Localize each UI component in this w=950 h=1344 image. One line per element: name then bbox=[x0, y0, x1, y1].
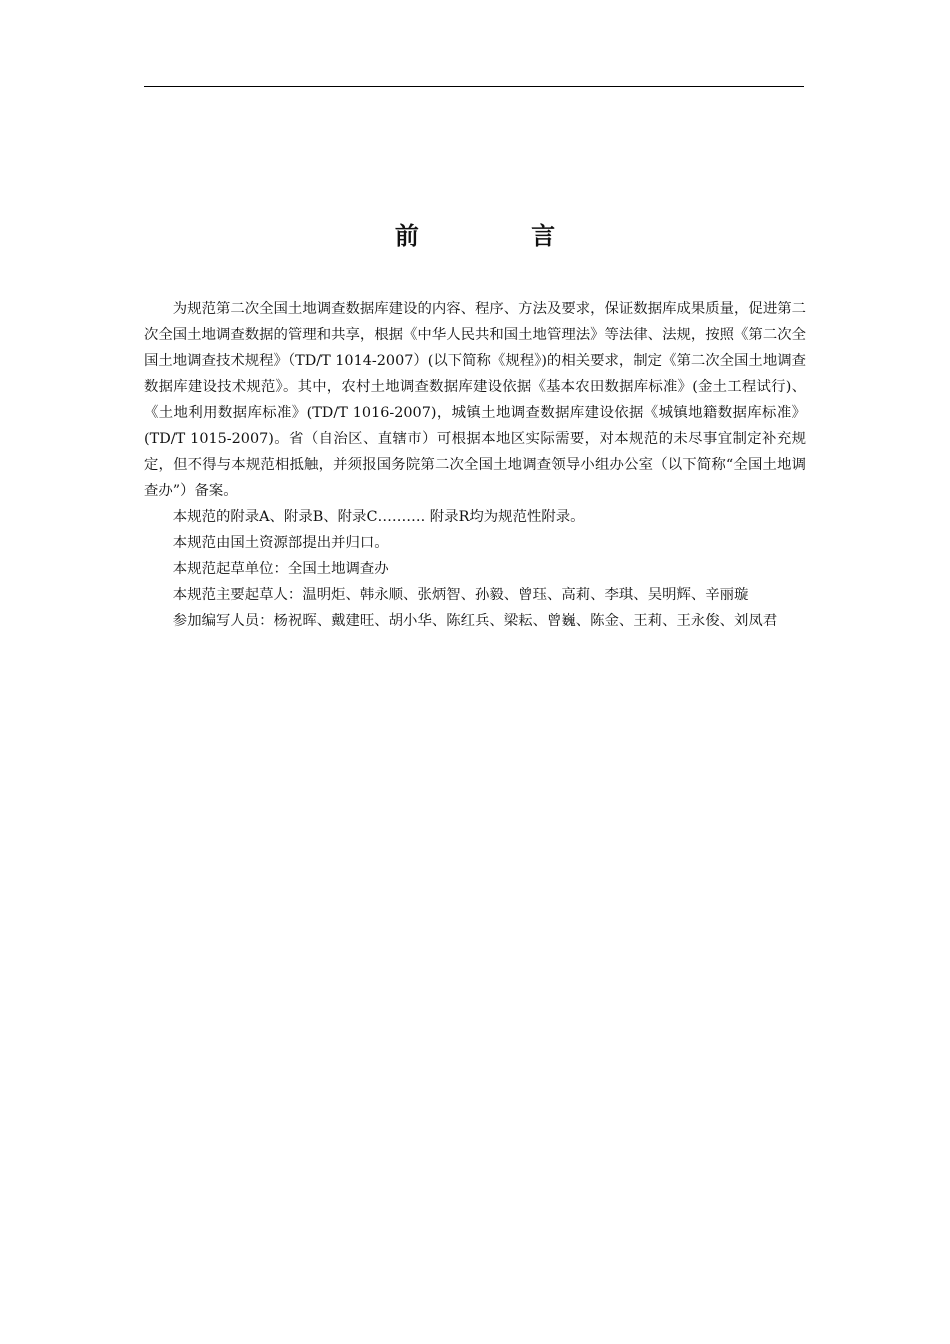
paragraph-contributors: 参加编写人员：杨祝晖、戴建旺、胡小华、陈红兵、梁耘、曾巍、陈金、王莉、王永俊、刘凤君 bbox=[172, 613, 778, 629]
body-text bbox=[144, 296, 806, 634]
paragraph-drafting-unit: 本规范起草单位：全国土地调查办 bbox=[172, 561, 389, 577]
page-title: 前 言 bbox=[394, 222, 608, 250]
paragraph-intro: 为规范第二次全国土地调查数据库建设的内容、程序、方法及要求，保证数据库成果质量，促进第二次全国土地调查数据的管理和共享，根据《中华人民共和国土地管理法》等法律、法规，按照《第二次全国土地调查技术规程》（TD/T 1014-2007）(以下简称《规程》)的相关要求，制定《第二次全国土地调查数据库建设技术规范》。其中，农村土地调查数据库建设依据《基本农田数据库标准》(金土工程试行)、《土地利用数据库标准》(TD/T 1016-2007)，城镇土地调查数据库建设依据《城镇地籍数据库标准》(TD/T 1015-2007)。省（自治区、直辖市）可根据本地区实际需要，对本规范的未尽事宜制定补充规定，但不得与本规范相抵触，并须报国务院第二次全国土地调查领导小组办公室（以下简称“全国土地调查办”）备案。 bbox=[144, 301, 806, 499]
paragraph-main-drafters: 本规范主要起草人：温明炬、韩永顺、张炳智、孙毅、曾珏、高莉、李琪、吴明辉、辛丽璇 bbox=[172, 587, 749, 603]
paragraph-appendix: 本规范的附录A、附录B、附录C………. 附录R均为规范性附录。 bbox=[172, 509, 585, 525]
paragraph-authority: 本规范由国土资源部提出并归口。 bbox=[172, 535, 389, 551]
header-rule bbox=[144, 86, 804, 87]
